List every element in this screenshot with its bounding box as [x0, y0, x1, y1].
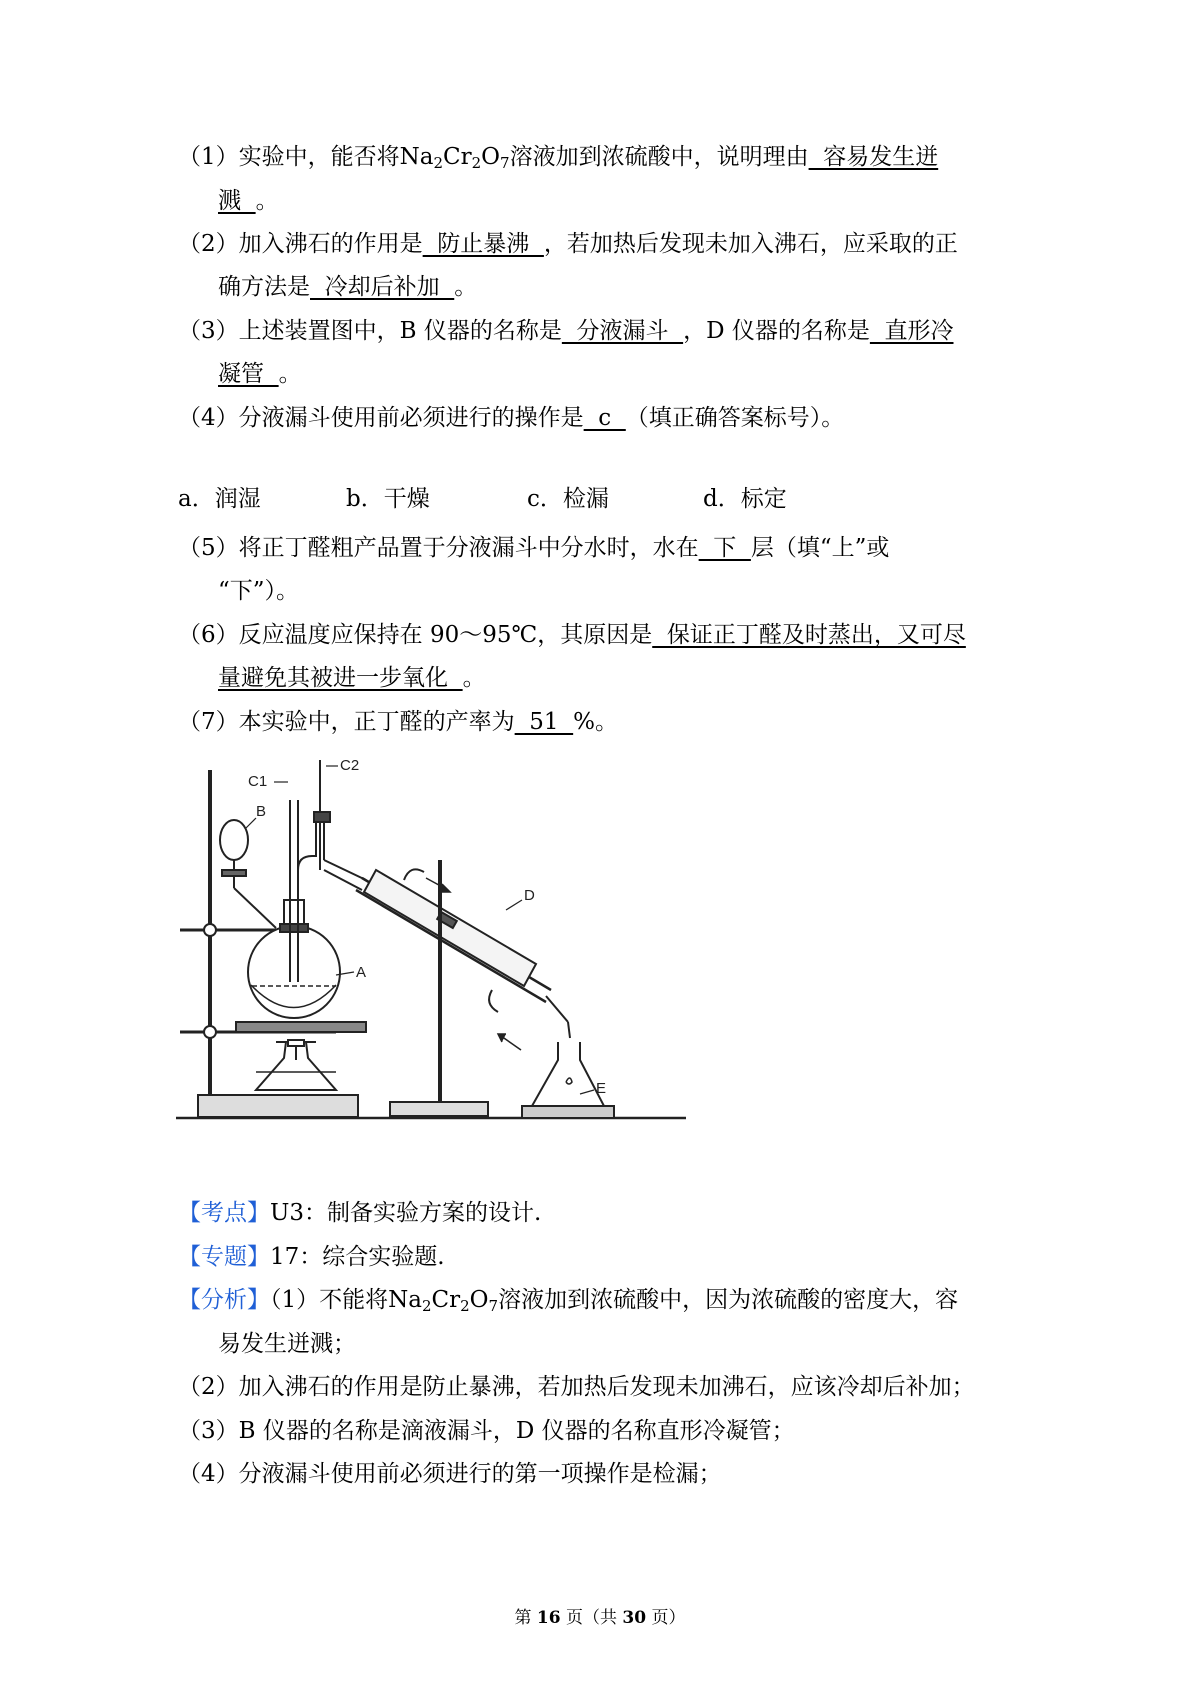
q2-answer1: 防止暴沸 — [422, 231, 544, 257]
q3-answer1: 分液漏斗 — [561, 318, 684, 344]
q6-line2: 量避免其被进一步氧化 。 — [218, 665, 486, 691]
alcohol-lamp — [256, 1040, 336, 1090]
heating-plate — [236, 1022, 366, 1032]
q5-line2: “下”）。 — [218, 578, 300, 604]
kaodian-tag: 【考点】 — [178, 1200, 270, 1226]
option-d: d．标定 — [703, 486, 787, 512]
q3-line1: （3）上述装置图中，B 仪器的名称是 分液漏斗 ，D 仪器的名称是 直形冷 — [178, 318, 954, 344]
q3-answer2-part1: 直形冷 — [869, 318, 954, 344]
label-e: E — [596, 1080, 607, 1097]
fenxi-line3: （2）加入沸石的作用是防止暴沸，若加热后发现未加沸石，应该冷却后补加； — [178, 1374, 975, 1400]
page-number: 16 — [536, 1608, 561, 1628]
formula-na2cr2o7-analysis: $Na_2Cr_2O_7$ — [388, 1287, 499, 1315]
adapter-tube — [546, 996, 570, 1038]
label-c1: C1 — [248, 773, 268, 790]
q2-line2: 确方法是 冷却后补加 。 — [218, 274, 478, 300]
label-c2: C2 — [340, 760, 360, 774]
fenxi-tag: 【分析】 — [178, 1287, 270, 1313]
condenser-d — [356, 869, 551, 1012]
q2-line1: （2）加入沸石的作用是 防止暴沸 ，若加热后发现未加入沸石，应采取的正 — [178, 231, 958, 257]
q4-line: （4）分液漏斗使用前必须进行的操作是 c （填正确答案标号）。 — [178, 405, 845, 431]
q7-line: （7）本实验中，正丁醛的产率为 51 %。 — [178, 709, 619, 735]
q1-mid: 溶液加到浓硫酸中，说明理由 — [509, 144, 809, 170]
fenxi-line2: 易发生迸溅； — [218, 1331, 356, 1357]
q7-answer: 51 — [514, 709, 574, 735]
option-c: c．检漏 — [527, 486, 609, 512]
q1-answer-part1: 容易发生迸 — [808, 144, 939, 170]
q3-answer2-part2: 凝管 — [218, 361, 279, 387]
flask-a — [248, 900, 340, 1018]
q1-line1 — [178, 140, 938, 174]
option-b: b．干燥 — [346, 486, 430, 512]
q6-answer-part2: 量避免其被进一步氧化 — [218, 665, 463, 691]
q5-line1: （5）将正丁醛粗产品置于分液漏斗中分水时，水在 下 层（填“上”或 — [178, 535, 890, 561]
distillation-head — [298, 760, 366, 900]
kaodian-line: 【考点】U3：制备实验方案的设计. — [178, 1200, 542, 1226]
fenxi-line5: （4）分液漏斗使用前必须进行的第一项操作是检漏； — [178, 1461, 722, 1487]
total-pages: 30 — [622, 1608, 647, 1628]
q3-line2: 凝管 。 — [218, 361, 302, 387]
q5-answer: 下 — [698, 535, 751, 561]
q1-line2: 溅 。 — [218, 188, 279, 214]
label-b: B — [256, 803, 267, 820]
label-a: A — [356, 964, 367, 981]
q4-answer: c — [583, 405, 626, 431]
q2-answer2: 冷却后补加 — [310, 274, 455, 300]
page-footer: 第 16 页（共 30 页） — [514, 1608, 686, 1628]
formula-na2cr2o7: $Na_2Cr_2O_7$ — [399, 144, 510, 172]
fenxi-line4: （3）B 仪器的名称是滴液漏斗，D 仪器的名称直形冷凝管； — [178, 1418, 795, 1444]
dropping-funnel-b — [220, 820, 276, 928]
q6-answer-part1: 保证正丁醛及时蒸出，又可尽 — [652, 622, 966, 648]
label-d: D — [524, 887, 535, 904]
q6-line1: （6）反应温度应保持在 90～95℃，其原因是 保证正丁醛及时蒸出，又可尽 — [178, 622, 966, 648]
distillation-apparatus-figure — [176, 760, 696, 1140]
q1-answer-part2: 溅 — [218, 188, 256, 214]
fenxi-line1: 【分析】（1）不能将$Na_2Cr_2O_7$溶液加到浓硫酸中，因为浓硫酸的密度大，容 — [178, 1287, 959, 1315]
zhuanti-line: 【专题】17：综合实验题. — [178, 1244, 445, 1270]
zhuanti-tag: 【专题】 — [178, 1244, 270, 1270]
option-a: a．润湿 — [178, 486, 261, 512]
q1-label: （1）实验中，能否将 — [178, 144, 400, 170]
